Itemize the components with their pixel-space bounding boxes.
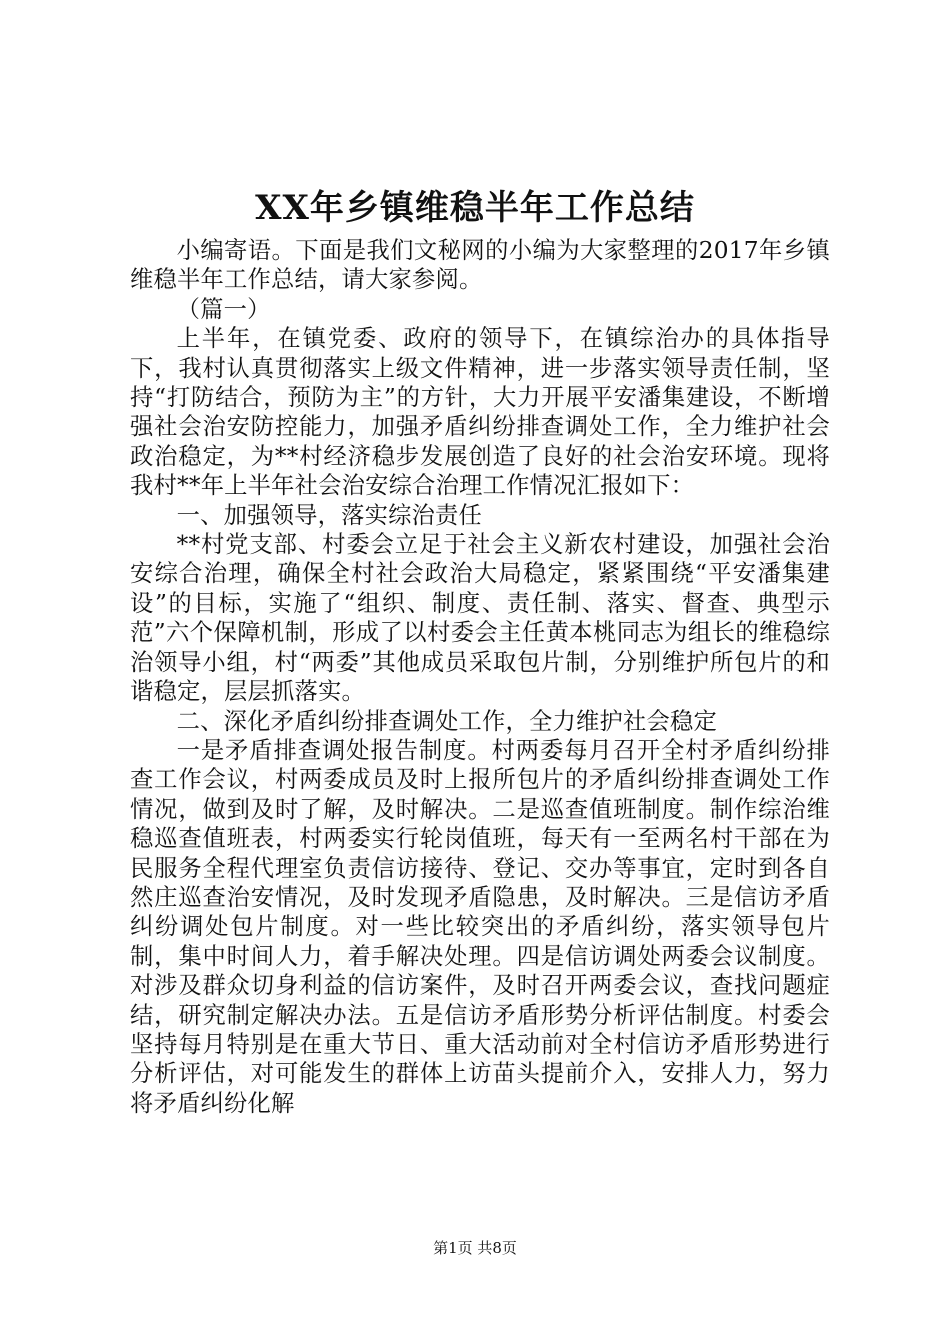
paragraph-leadership: **村党支部、村委会立足于社会主义新农村建设，加强社会治安综合治理，确保全村社会政治大局稳定，紧紧围绕“平安潘集建设”的目标，实施了“组织、制度、责任制、落实、督查、典型示范”六个保障机制，形成了以村委会主任黄本桃同志为组长的维稳综治领导小组，村“两委”其他成员采取包片制，分别维护所包片的和谐稳定，层层抓落实。 [130, 531, 830, 706]
document-body [130, 236, 830, 1118]
paragraph-mechanisms: 一是矛盾排查调处报告制度。村两委每月召开全村矛盾纠纷排查工作会议，村两委成员及时上报所包片的矛盾纠纷排查调处工作情况，做到及时了解，及时解决。二是巡查值班制度。制作综治维稳巡查值班表，村两委实行轮岗值班，每天有一至两名村干部在为民服务全程代理室负责信访接待、登记、交办等事宜，定时到各自然庄巡查治安情况，及时发现矛盾隐患，及时解决。三是信访矛盾纠纷调处包片制度。对一些比较突出的矛盾纠纷，落实领导包片制，集中时间人力，着手解决处理。四是信访调处两委会议制度。对涉及群众切身利益的信访案件，及时召开两委会议，查找问题症结，研究制定解决办法。五是信访矛盾形势分析评估制度。村委会坚持每月特别是在重大节日、重大活动前对全村信访矛盾形势进行分析评估，对可能发生的群体上访苗头提前介入，安排人力，努力将矛盾纠纷化解 [130, 736, 830, 1117]
section-heading-2: 二、深化矛盾纠纷排查调处工作，全力维护社会稳定 [176, 707, 718, 735]
section-heading-1: 一、加强领导，落实综治责任 [176, 501, 483, 529]
page-footer: 第1页 共8页 [433, 1239, 517, 1257]
paragraph-overview: 上半年，在镇党委、政府的领导下，在镇综治办的具体指导下，我村认真贯彻落实上级文件精神，进一步落实领导责任制，坚持“打防结合，预防为主”的方针，大力开展平安潘集建设，不断增强社会治安防控能力，加强矛盾纠纷排查调处工作，全力维护社会政治稳定，为**村经济稳步发展创造了良好的社会治安环境。现将我村**年上半年社会治安综合治理工作情况汇报如下： [130, 325, 830, 500]
paragraph-intro: 小编寄语。下面是我们文秘网的小编为大家整理的2017年乡镇维稳半年工作总结，请大家参阅。 [130, 237, 830, 294]
paragraph-part-one-label: （篇一） [176, 295, 271, 323]
document-title: XX年乡镇维稳半年工作总结 [255, 188, 695, 228]
